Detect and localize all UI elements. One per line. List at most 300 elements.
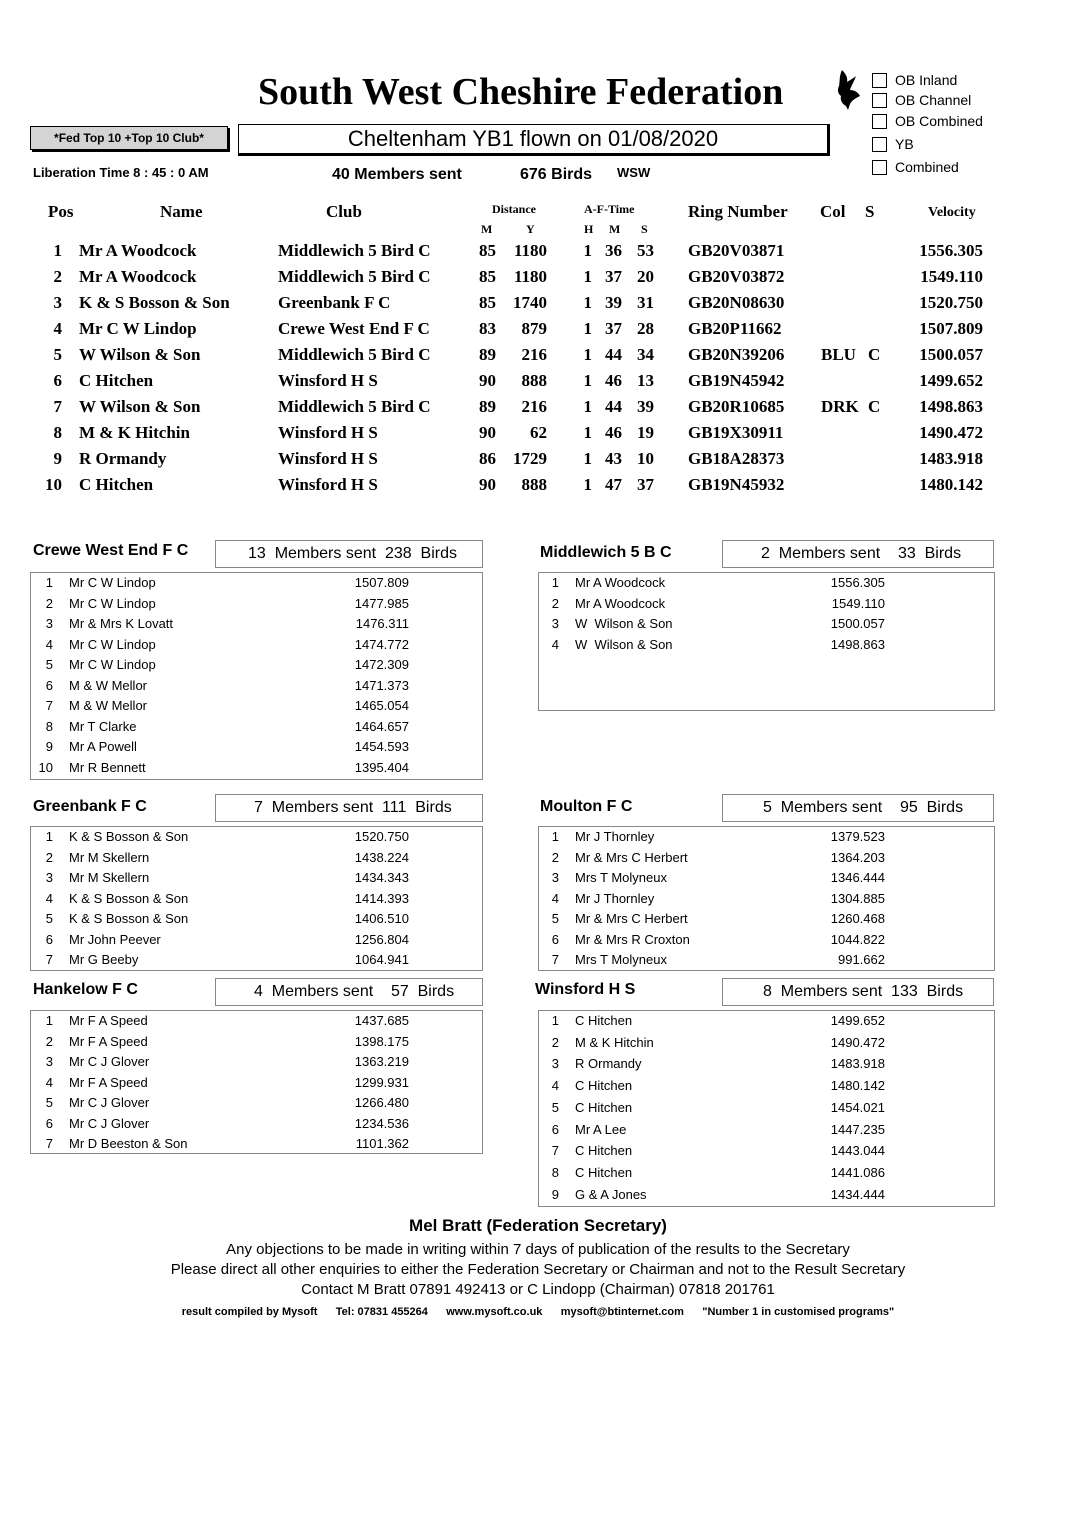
entry-name: Mr & Mrs R Croxton [575, 931, 690, 947]
page-title: South West Cheshire Federation [258, 71, 784, 113]
col-s-header: S [641, 222, 648, 236]
entry-pos: 6 [551, 1121, 559, 1137]
entry-name: K & S Bosson & Son [69, 911, 189, 926]
list-item [31, 1054, 482, 1074]
entry-pos: 4 [551, 636, 559, 652]
entry-pos: 5 [45, 657, 53, 672]
cell-min: 46 [605, 371, 622, 390]
entry-pos: 7 [551, 1143, 559, 1159]
cell-h: 1 [583, 371, 592, 390]
cell-y: 888 [521, 475, 547, 494]
cell-name: C Hitchen [79, 371, 154, 390]
entry-vel: 1498.863 [830, 636, 885, 652]
compiled-by-credits: result compiled by Mysoft Tel: 07831 455264 www.mysoft.co.uk mysoft@btinternet.com "Number 1 in customised programs" [181, 1306, 895, 1318]
contact-info: Contact M Bratt 07891 492413 or C Lindopp (Chairman) 07818 201761 [301, 1281, 775, 1298]
list-item [31, 911, 482, 931]
entry-pos: 1 [45, 829, 53, 844]
wind-direction: WSW [617, 165, 651, 180]
entry-pos: 3 [45, 870, 53, 885]
cell-min: 43 [605, 449, 622, 468]
cell-sx: C [868, 397, 881, 416]
club-results-list [538, 572, 995, 711]
cell-name: K & S Bosson & Son [79, 293, 230, 312]
cell-ring: GB20V03871 [688, 241, 785, 260]
entry-pos: 7 [45, 952, 53, 967]
entry-name: Mr C W Lindop [69, 595, 156, 611]
entry-name: C Hitchen [575, 1143, 633, 1159]
entry-vel: 1101.362 [355, 1136, 409, 1151]
table-row [0, 267, 1076, 293]
entry-name: Mr A Woodcock [575, 595, 666, 611]
cell-pos: 3 [53, 293, 62, 312]
cell-min: 39 [605, 293, 622, 312]
entry-name: Mr & Mrs C Herbert [575, 849, 688, 865]
checkbox[interactable] [872, 137, 887, 152]
club-summary: 8 Members sent 133 Birds [722, 978, 994, 1006]
cell-vel: 1490.472 [919, 423, 983, 442]
table-row [0, 319, 1076, 345]
entry-pos: 3 [551, 616, 559, 631]
col-dist-m-header: M [481, 222, 493, 236]
entry-vel: 1507.809 [354, 575, 409, 590]
cell-club: Middlewich 5 Bird C [278, 397, 431, 416]
cell-name: Mr A Woodcock [79, 241, 197, 260]
cell-name: M & K Hitchin [79, 423, 190, 442]
table-row [0, 475, 1076, 501]
col-distance-header: Distance [492, 202, 536, 216]
entry-pos: 2 [551, 849, 559, 865]
cell-h: 1 [583, 241, 592, 260]
col-name-header: Name [160, 202, 203, 221]
liberation-time: Liberation Time 8 : 45 : 0 AM [33, 165, 209, 180]
checkbox-label: Combined [895, 159, 959, 175]
cell-ring: GB20P11662 [688, 319, 782, 338]
entry-name: Mr A Powell [69, 739, 137, 754]
list-item [539, 1122, 994, 1142]
list-item [31, 575, 482, 595]
entry-name: G & A Jones [575, 1186, 647, 1202]
birds-count: 676 Birds [520, 166, 593, 183]
table-row [0, 241, 1076, 267]
cell-ring: GB20N39206 [688, 345, 785, 364]
entry-pos: 5 [45, 911, 53, 926]
entry-pos: 7 [45, 698, 53, 713]
cell-ring: GB18A28373 [688, 449, 785, 468]
entry-vel: 1454.021 [830, 1099, 885, 1115]
cell-vel: 1556.305 [919, 241, 983, 260]
table-row [0, 293, 1076, 319]
cell-ring: GB20N08630 [688, 293, 785, 312]
cell-s: 13 [637, 371, 654, 390]
table-row [0, 423, 1076, 449]
checkbox-row [872, 92, 971, 108]
club-name: Greenbank F C [33, 798, 147, 815]
list-item [31, 739, 482, 759]
cell-pos: 1 [53, 241, 62, 260]
entry-name: W Wilson & Son [575, 636, 673, 652]
list-item [539, 891, 994, 911]
entry-vel: 1443.044 [830, 1143, 885, 1159]
cell-club: Winsford H S [278, 371, 378, 390]
cell-pos: 5 [53, 345, 62, 364]
list-item [539, 932, 994, 952]
list-item [31, 1095, 482, 1115]
cell-y: 1180 [513, 241, 547, 260]
entry-vel: 1464.657 [354, 718, 409, 734]
cell-vel: 1507.809 [919, 319, 983, 338]
entry-vel: 1454.593 [354, 739, 409, 754]
cell-s: 10 [637, 449, 654, 468]
cell-s: 34 [637, 345, 654, 364]
club-results-list [30, 1010, 483, 1154]
cell-m: 90 [479, 371, 496, 390]
entry-pos: 1 [45, 575, 53, 590]
cell-pos: 10 [45, 475, 62, 494]
cell-name: Mr C W Lindop [79, 319, 197, 338]
checkbox[interactable] [872, 73, 887, 88]
cell-h: 1 [583, 267, 592, 286]
club-name: Middlewich 5 B C [540, 544, 672, 561]
cell-name: Mr A Woodcock [79, 267, 197, 286]
club-results-list [30, 572, 483, 780]
entry-name: Mr A Woodcock [575, 575, 666, 590]
cell-min: 37 [605, 267, 622, 286]
cell-min: 37 [605, 319, 622, 338]
entry-pos: 6 [45, 1115, 53, 1131]
entry-name: Mrs T Molyneux [575, 870, 667, 885]
entry-vel: 1474.772 [354, 636, 409, 652]
entry-vel: 1549.110 [831, 595, 885, 611]
entry-vel: 1437.685 [354, 1013, 409, 1028]
cell-name: W Wilson & Son [79, 345, 201, 364]
cell-club: Middlewich 5 Bird C [278, 345, 431, 364]
list-item [539, 829, 994, 849]
entry-vel: 1476.311 [355, 616, 409, 631]
cell-y: 888 [521, 371, 547, 390]
cell-vel: 1520.750 [919, 293, 983, 312]
list-item [539, 616, 994, 636]
list-item [31, 596, 482, 616]
entry-pos: 1 [551, 829, 559, 844]
entry-pos: 2 [551, 595, 559, 611]
cell-vel: 1500.057 [919, 345, 983, 364]
club-name: Winsford H S [535, 981, 636, 998]
entry-pos: 10 [38, 759, 53, 775]
objections-note: Any objections to be made in writing within 7 days of publication of the results to the Secretary [226, 1241, 850, 1258]
entry-name: Mr C J Glover [69, 1095, 150, 1110]
checkbox-label: OB Combined [895, 113, 983, 129]
members-sent: 40 Members sent [332, 166, 462, 183]
cell-club: Middlewich 5 Bird C [278, 241, 431, 260]
entry-vel: 1406.510 [354, 911, 409, 926]
entry-name: Mr C W Lindop [69, 657, 156, 672]
entry-vel: 1299.931 [354, 1074, 409, 1090]
table-row [0, 449, 1076, 475]
entry-name: Mr R Bennett [69, 759, 146, 775]
cell-y: 1180 [513, 267, 547, 286]
cell-vel: 1549.110 [920, 267, 983, 286]
club-summary: 2 Members sent 33 Birds [722, 540, 994, 568]
cell-ring: GB20V03872 [688, 267, 785, 286]
list-item [31, 616, 482, 636]
pigeon-logo-icon [834, 68, 864, 112]
club-results-list [538, 1010, 995, 1207]
entry-pos: 2 [45, 1033, 53, 1049]
col-m-header: M [609, 222, 621, 236]
entry-vel: 1379.523 [830, 829, 885, 844]
entry-pos: 4 [45, 890, 53, 906]
entry-vel: 1363.219 [354, 1054, 409, 1069]
list-item [31, 678, 482, 698]
entry-name: Mr M Skellern [69, 849, 150, 865]
cell-pos: 7 [53, 397, 62, 416]
entry-vel: 1499.652 [830, 1013, 885, 1028]
cell-pos: 6 [53, 371, 62, 390]
enquiries-note: Please direct all other enquiries to either the Federation Secretary or Chairman and not to the Result Secretary [170, 1261, 906, 1278]
entry-name: Mr John Peever [69, 931, 161, 947]
checkbox-row [872, 159, 959, 175]
cell-m: 85 [479, 267, 496, 286]
cell-s: 53 [637, 241, 654, 260]
entry-pos: 9 [551, 1186, 559, 1202]
cell-vel: 1483.918 [919, 449, 983, 468]
entry-pos: 4 [45, 1074, 53, 1090]
list-item [539, 575, 994, 595]
entry-name: Mr T Clarke [69, 718, 137, 734]
entry-name: Mrs T Molyneux [575, 952, 667, 967]
cell-vel: 1498.863 [919, 397, 983, 416]
checkbox-label: YB [895, 136, 914, 152]
cell-h: 1 [583, 319, 592, 338]
entry-name: Mr J Thornley [575, 829, 655, 844]
cell-pos: 9 [53, 449, 62, 468]
list-item [31, 760, 482, 780]
entry-pos: 3 [45, 616, 53, 631]
cell-ring: GB19N45932 [688, 475, 785, 494]
entry-name: C Hitchen [575, 1099, 633, 1115]
entry-name: Mr M Skellern [69, 870, 150, 885]
cell-m: 89 [479, 397, 496, 416]
entry-pos: 7 [45, 1136, 53, 1151]
entry-pos: 6 [45, 931, 53, 947]
entry-vel: 1483.918 [830, 1056, 885, 1072]
list-item [539, 850, 994, 870]
cell-club: Winsford H S [278, 449, 378, 468]
entry-name: Mr F A Speed [69, 1074, 148, 1090]
cell-y: 879 [521, 319, 547, 338]
entry-vel: 1398.175 [354, 1033, 409, 1049]
cell-pos: 8 [53, 423, 62, 442]
entry-vel: 1477.985 [354, 595, 409, 611]
cell-h: 1 [583, 475, 592, 494]
cell-vel: 1480.142 [919, 475, 983, 494]
entry-vel: 1044.822 [830, 931, 885, 947]
club-results-list [30, 826, 483, 971]
entry-name: Mr C W Lindop [69, 636, 156, 652]
list-item [31, 1075, 482, 1095]
entry-vel: 1064.941 [354, 952, 409, 967]
entry-name: Mr F A Speed [69, 1013, 148, 1028]
entry-vel: 991.662 [838, 952, 885, 967]
entry-name: Mr D Beeston & Son [69, 1136, 188, 1151]
entry-vel: 1346.444 [830, 870, 885, 885]
entry-vel: 1520.750 [354, 829, 409, 844]
checkbox[interactable] [872, 93, 887, 108]
list-item [31, 850, 482, 870]
cell-s: 37 [637, 475, 654, 494]
cell-m: 89 [479, 345, 496, 364]
list-item [31, 637, 482, 657]
cell-h: 1 [583, 293, 592, 312]
entry-pos: 1 [551, 1013, 559, 1028]
cell-s: 20 [637, 267, 654, 286]
cell-h: 1 [583, 397, 592, 416]
entry-vel: 1266.480 [354, 1095, 409, 1110]
entry-vel: 1500.057 [830, 616, 885, 631]
club-name: Moulton F C [540, 798, 633, 815]
cell-club: Winsford H S [278, 475, 378, 494]
club-summary: 5 Members sent 95 Birds [722, 794, 994, 822]
entry-vel: 1434.444 [830, 1186, 885, 1202]
entry-name: Mr F A Speed [69, 1033, 148, 1049]
cell-h: 1 [583, 449, 592, 468]
fed-top10-badge: *Fed Top 10 +Top 10 Club* [30, 126, 228, 150]
checkbox-row [872, 72, 957, 88]
list-item [539, 637, 994, 657]
entry-vel: 1472.309 [354, 657, 409, 672]
cell-ring: GB20R10685 [688, 397, 785, 416]
list-item [539, 596, 994, 616]
checkbox[interactable] [872, 114, 887, 129]
entry-pos: 2 [45, 849, 53, 865]
list-item [31, 1013, 482, 1033]
cell-name: C Hitchen [79, 475, 154, 494]
entry-pos: 4 [45, 636, 53, 652]
cell-pos: 2 [53, 267, 62, 286]
cell-s: 31 [637, 293, 654, 312]
checkbox-label: OB Inland [895, 72, 958, 88]
entry-name: C Hitchen [575, 1164, 633, 1180]
checkbox-row [872, 136, 914, 152]
entry-name: Mr C W Lindop [69, 575, 156, 590]
entry-vel: 1438.224 [354, 849, 409, 865]
cell-sx: C [868, 345, 881, 364]
table-row [0, 371, 1076, 397]
cell-club: Greenbank F C [278, 293, 391, 312]
cell-club: Middlewich 5 Bird C [278, 267, 431, 286]
cell-club: Winsford H S [278, 423, 378, 442]
checkbox-row [872, 113, 983, 129]
col-dist-y-header: Y [526, 222, 535, 236]
col-pos-header: Pos [48, 202, 74, 221]
cell-ring: GB19X30911 [688, 423, 784, 442]
list-item [539, 1187, 994, 1207]
list-item [539, 952, 994, 972]
cell-s: 19 [637, 423, 654, 442]
entry-vel: 1260.468 [830, 911, 885, 926]
entry-vel: 1441.086 [830, 1164, 885, 1180]
entry-name: Mr A Lee [575, 1121, 627, 1137]
cell-m: 83 [479, 319, 496, 338]
list-item [31, 952, 482, 972]
entry-vel: 1465.054 [354, 698, 409, 713]
col-club-header: Club [326, 202, 362, 221]
entry-vel: 1395.404 [354, 759, 409, 775]
club-results-list [538, 826, 995, 971]
entry-pos: 2 [551, 1034, 559, 1050]
entry-vel: 1447.235 [830, 1121, 885, 1137]
entry-vel: 1471.373 [354, 677, 409, 693]
cell-m: 85 [479, 293, 496, 312]
entry-pos: 1 [551, 575, 559, 590]
list-item [539, 1143, 994, 1163]
list-item [539, 1100, 994, 1120]
entry-name: W Wilson & Son [575, 616, 673, 631]
entry-pos: 3 [551, 870, 559, 885]
entry-vel: 1490.472 [830, 1034, 885, 1050]
entry-pos: 6 [45, 677, 53, 693]
list-item [31, 719, 482, 739]
list-item [539, 1013, 994, 1033]
cell-min: 46 [605, 423, 622, 442]
entry-name: K & S Bosson & Son [69, 890, 189, 906]
entry-pos: 5 [551, 911, 559, 926]
entry-name: M & W Mellor [69, 677, 147, 693]
entry-vel: 1556.305 [830, 575, 885, 590]
entry-vel: 1480.142 [830, 1078, 885, 1094]
entry-name: Mr G Beeby [69, 952, 139, 967]
cell-name: W Wilson & Son [79, 397, 201, 416]
checkbox[interactable] [872, 160, 887, 175]
entry-pos: 2 [45, 595, 53, 611]
cell-h: 1 [583, 423, 592, 442]
list-item [539, 1078, 994, 1098]
list-item [31, 657, 482, 677]
cell-h: 1 [583, 345, 592, 364]
cell-m: 85 [479, 241, 496, 260]
list-item [31, 870, 482, 890]
entry-pos: 5 [551, 1099, 559, 1115]
cell-y: 62 [530, 423, 547, 442]
cell-name: R Ormandy [79, 449, 167, 468]
entry-pos: 4 [551, 890, 559, 906]
cell-club: Crewe West End F C [278, 319, 430, 338]
cell-ring: GB19N45942 [688, 371, 785, 390]
entry-vel: 1256.804 [354, 931, 409, 947]
club-name: Hankelow F C [33, 981, 138, 998]
cell-s: 28 [637, 319, 654, 338]
list-item [31, 698, 482, 718]
table-row [0, 345, 1076, 371]
entry-pos: 8 [45, 718, 53, 734]
entry-vel: 1434.343 [354, 870, 409, 885]
list-item [31, 1116, 482, 1136]
list-item [539, 1035, 994, 1055]
cell-y: 1740 [513, 293, 547, 312]
entry-pos: 6 [551, 931, 559, 947]
entry-pos: 3 [551, 1056, 559, 1072]
cell-y: 216 [521, 397, 547, 416]
club-summary: 7 Members sent 111 Birds [215, 794, 483, 822]
cell-s: 39 [637, 397, 654, 416]
cell-vel: 1499.652 [919, 371, 983, 390]
list-item [539, 870, 994, 890]
list-item [31, 829, 482, 849]
table-row [0, 397, 1076, 423]
entry-pos: 4 [551, 1078, 559, 1094]
col-velocity-header: Velocity [928, 205, 976, 220]
col-h-header: H [584, 222, 594, 236]
